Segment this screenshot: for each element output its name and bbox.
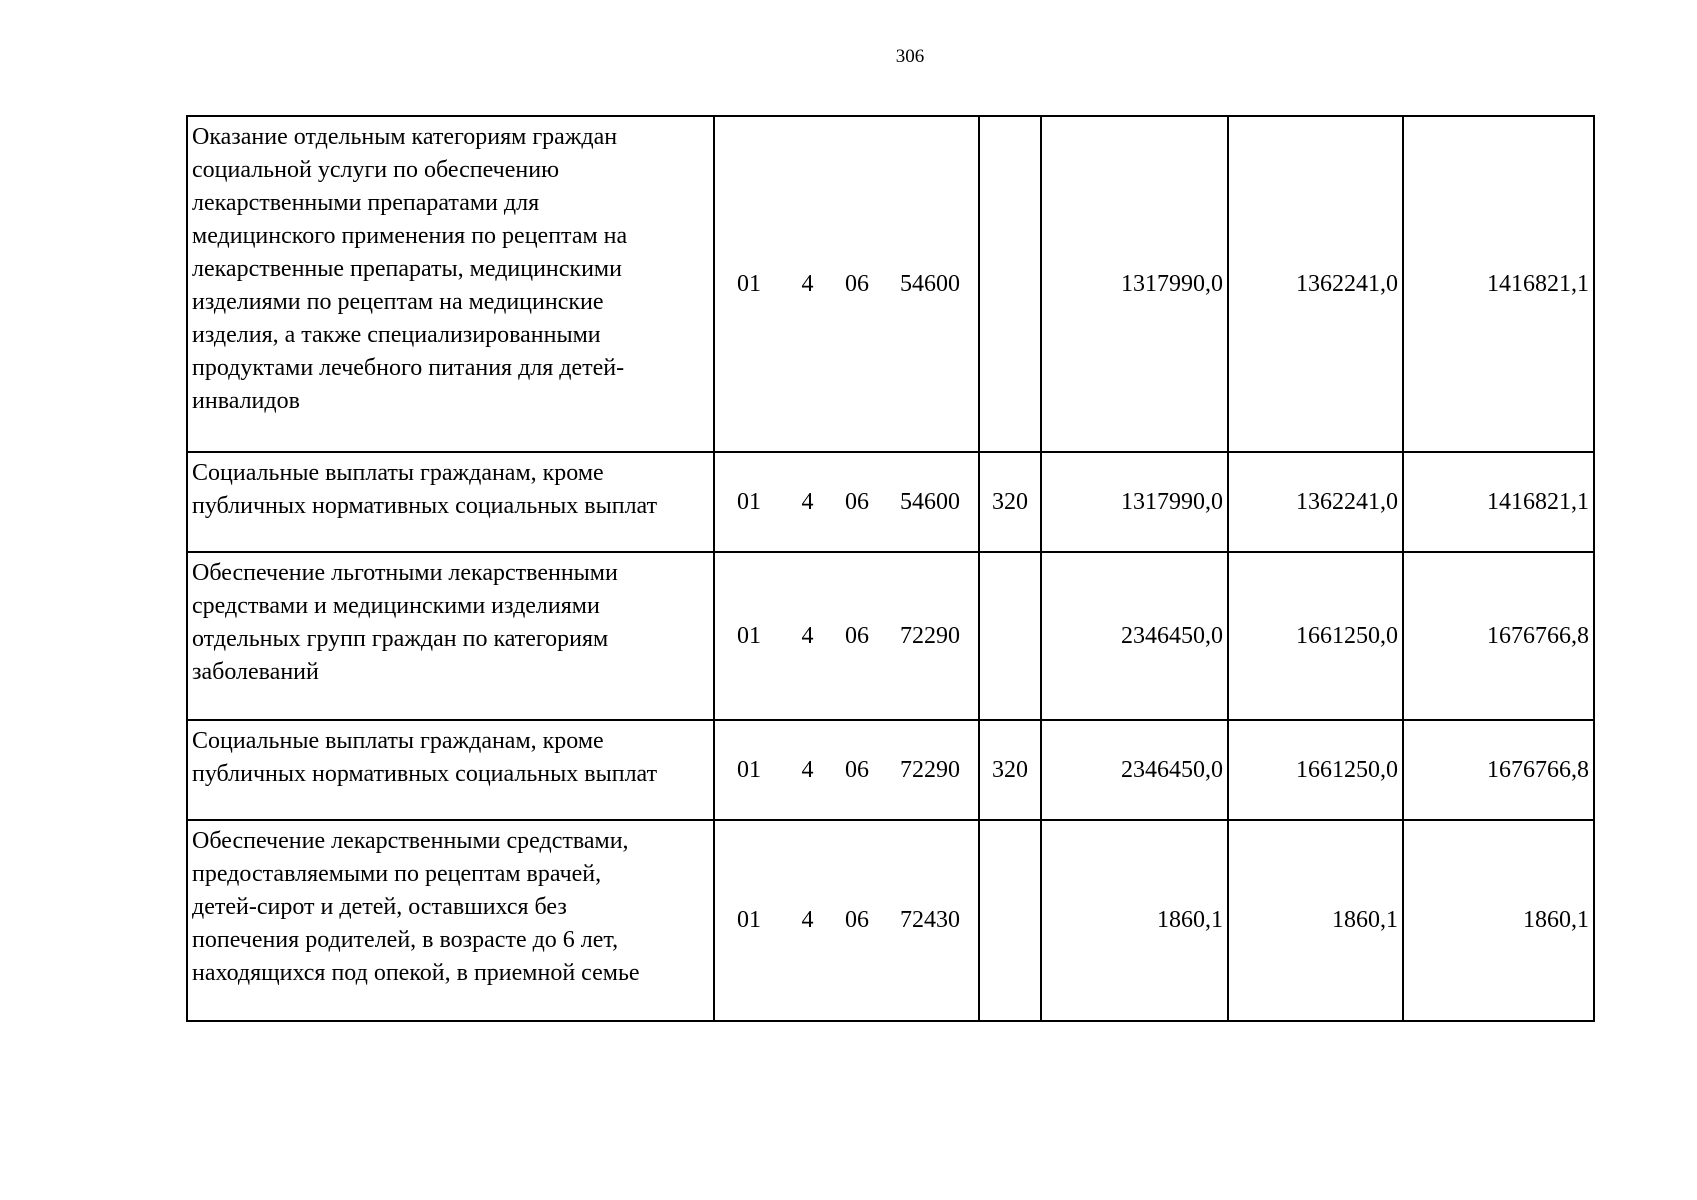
target-article-code: 01 4 06 72290 [714, 720, 979, 820]
budget-table [186, 115, 1595, 1022]
amount-year-3: 1860,1 [1403, 820, 1594, 1021]
amount-year-2: 1860,1 [1228, 820, 1403, 1021]
target-article-code: 01 4 06 72430 [714, 820, 979, 1021]
target-article-code: 01 4 06 72290 [714, 552, 979, 720]
row-description: Социальные выплаты гражданам, кроме публичных нормативных социальных выплат [187, 720, 714, 820]
expense-type-code [979, 116, 1041, 452]
table-row [187, 720, 1594, 820]
amount-year-2: 1661250,0 [1228, 720, 1403, 820]
amount-year-2: 1362241,0 [1228, 452, 1403, 552]
expense-type-code [979, 552, 1041, 720]
target-article-code: 01 4 06 54600 [714, 452, 979, 552]
amount-year-1: 1860,1 [1041, 820, 1228, 1021]
row-description: Социальные выплаты гражданам, кроме публичных нормативных социальных выплат [187, 452, 714, 552]
amount-year-1: 2346450,0 [1041, 552, 1228, 720]
amount-year-1: 1317990,0 [1041, 116, 1228, 452]
amount-year-3: 1676766,8 [1403, 720, 1594, 820]
expense-type-code [979, 820, 1041, 1021]
amount-year-2: 1661250,0 [1228, 552, 1403, 720]
row-description: Обеспечение лекарственными средствами, предоставляемыми по рецептам врачей, детей-сирот и детей, оставшихся без попечения родителей, в возрасте до 6 лет, находящихся под опекой, в приемной семье [187, 820, 714, 1021]
amount-year-3: 1676766,8 [1403, 552, 1594, 720]
page-number: 306 [895, 46, 925, 67]
target-article-code: 01 4 06 54600 [714, 116, 979, 452]
table-row [187, 820, 1594, 1021]
amount-year-3: 1416821,1 [1403, 116, 1594, 452]
expense-type-code: 320 [979, 720, 1041, 820]
amount-year-2: 1362241,0 [1228, 116, 1403, 452]
row-description: Обеспечение льготными лекарственными средствами и медицинскими изделиями отдельных групп граждан по категориям заболеваний [187, 552, 714, 720]
table-row [187, 116, 1594, 452]
amount-year-1: 2346450,0 [1041, 720, 1228, 820]
amount-year-1: 1317990,0 [1041, 452, 1228, 552]
expense-type-code: 320 [979, 452, 1041, 552]
table-row [187, 552, 1594, 720]
amount-year-3: 1416821,1 [1403, 452, 1594, 552]
table-row [187, 452, 1594, 552]
row-description: Оказание отдельным категориям граждан социальной услуги по обеспечению лекарственными препаратами для медицинского применения по рецептам на лекарственные препараты, медицинскими изделиями по рецептам на медицинские изделия, а также специализированными продуктами лечебного питания для детей- инвалидов [187, 116, 714, 452]
